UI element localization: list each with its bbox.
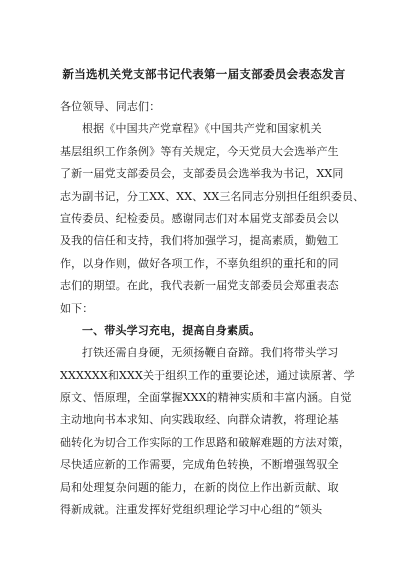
document-title: 新当选机关党支部书记代表第一届支部委员会表态发言 [62, 67, 346, 81]
paragraph-line: 根据《中国共产党章程》《中国共产党和国家机关 [82, 122, 322, 136]
paragraph-line: 及我的信任和支持，我们将加强学习，提高素质，勤勉工 [60, 234, 339, 248]
paragraph-line: 如下： [60, 301, 94, 315]
document-body [60, 96, 365, 521]
paragraph-line: 基层组织工作条例》等有关规定，今天党员大会选举产生 [60, 144, 339, 158]
section-heading: 一、带头学习充电，提高自身素质。 [82, 323, 261, 337]
paragraph-line: XXXXXX和XXX关于组织工作的重要论述，通过读原著、学 [60, 368, 355, 382]
paragraph-line: 了新一届党支部委员会，支部委员会选举我为书记，XX同 [60, 167, 344, 181]
paragraph-line: 得新成就。注重发挥好党组织理论学习中心组的“领头 [60, 503, 323, 517]
paragraph-line: 作，以身作则，做好各项工作，不辜负组织的重托和的同 [60, 256, 339, 270]
paragraph-line: 局和处理复杂问题的能力，在新的岗位上作出新贡献、取 [60, 480, 339, 494]
paragraph-line: 宣传委员、纪检委员。感谢同志们对本届党支部委员会以 [60, 211, 339, 225]
paragraph-line: 尽快适应新的工作需要，完成角色转换，不断增强驾驭全 [60, 458, 339, 472]
paragraph-line: 打铁还需自身硬，无须扬鞭自奋蹄。我们将带头学习 [82, 346, 339, 360]
paragraph-line: 原文、悟原理，全面掌握XXX的精神实质和丰富内涵。自觉 [60, 391, 352, 405]
paragraph-line: 志为副书记，分工XX、XX、XX三名同志分别担任组织委员、 [60, 189, 365, 203]
salutation: 各位领导、同志们： [60, 100, 161, 113]
paragraph-line: 础转化为切合工作实际的工作思路和破解难题的方法对策， [60, 435, 350, 449]
paragraph-line: 主动地向书本求知、向实践取经、向群众请教，将理论基 [60, 413, 339, 427]
paragraph-line: 志们的期望。在此，我代表新一届党支部委员会郑重表态 [60, 279, 339, 293]
